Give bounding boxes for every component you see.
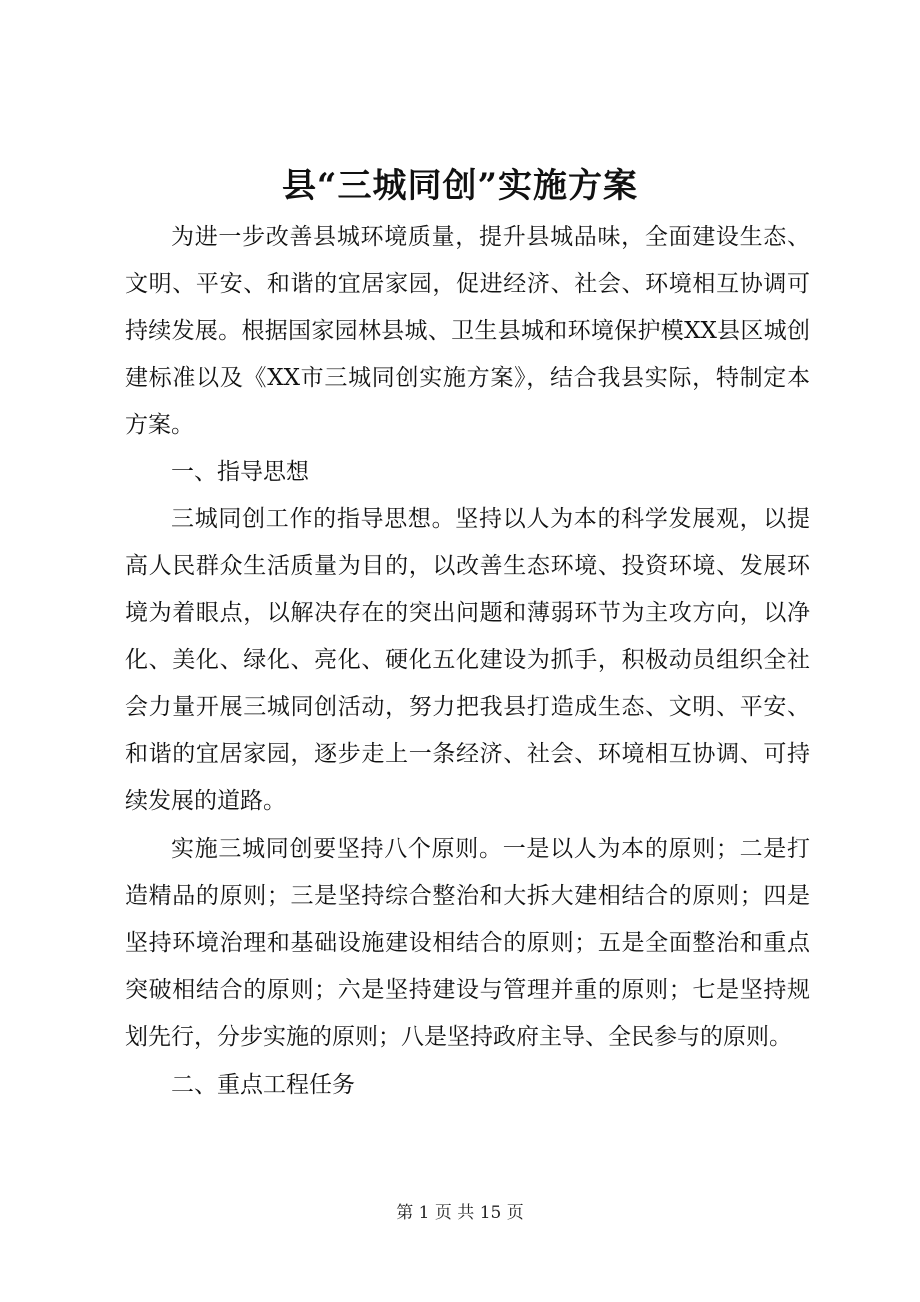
section-heading-key-projects: 二、重点工程任务 (171, 1072, 355, 1098)
document-body (125, 214, 810, 1109)
guiding-ideology-paragraph: 三城同创工作的指导思想。坚持以人为本的科学发展观，以提高人民群众生活质量为目的，以改善生态环境、投资环境、发展环境为着眼点，以解决存在的突出问题和薄弱环节为主攻方向，以净化、美化、绿化、亮化、硬化五化建设为抓手，积极动员组织全社会力量开展三城同创活动，努力把我县打造成生态、文明、平安、和谐的宜居家园，逐步走上一条经济、社会、环境相互协调、可持续发展的道路。 (125, 506, 810, 814)
intro-paragraph: 为进一步改善县城环境质量，提升县城品味，全面建设生态、文明、平安、和谐的宜居家园，促进经济、社会、环境相互协调可持续发展。根据国家园林县城、卫生县城和环境保护模XX县区城创建标准以及《XX市三城同创实施方案》，结合我县实际，特制定本方案。 (125, 224, 810, 438)
section-heading-guiding-ideology: 一、指导思想 (171, 459, 309, 485)
page-footer: 第 1 页 共 15 页 (396, 1203, 524, 1223)
document-title: 县“三城同创”实施方案 (281, 166, 639, 206)
principles-paragraph: 实施三城同创要坚持八个原则。一是以人为本的原则；二是打造精品的原则；三是坚持综合整治和大拆大建相结合的原则；四是坚持环境治理和基础设施建设相结合的原则；五是全面整治和重点突破相结合的原则；六是坚持建设与管理并重的原则；七是坚持规划先行，分步实施的原则；八是坚持政府主导、全民参与的原则。 (125, 836, 810, 1050)
